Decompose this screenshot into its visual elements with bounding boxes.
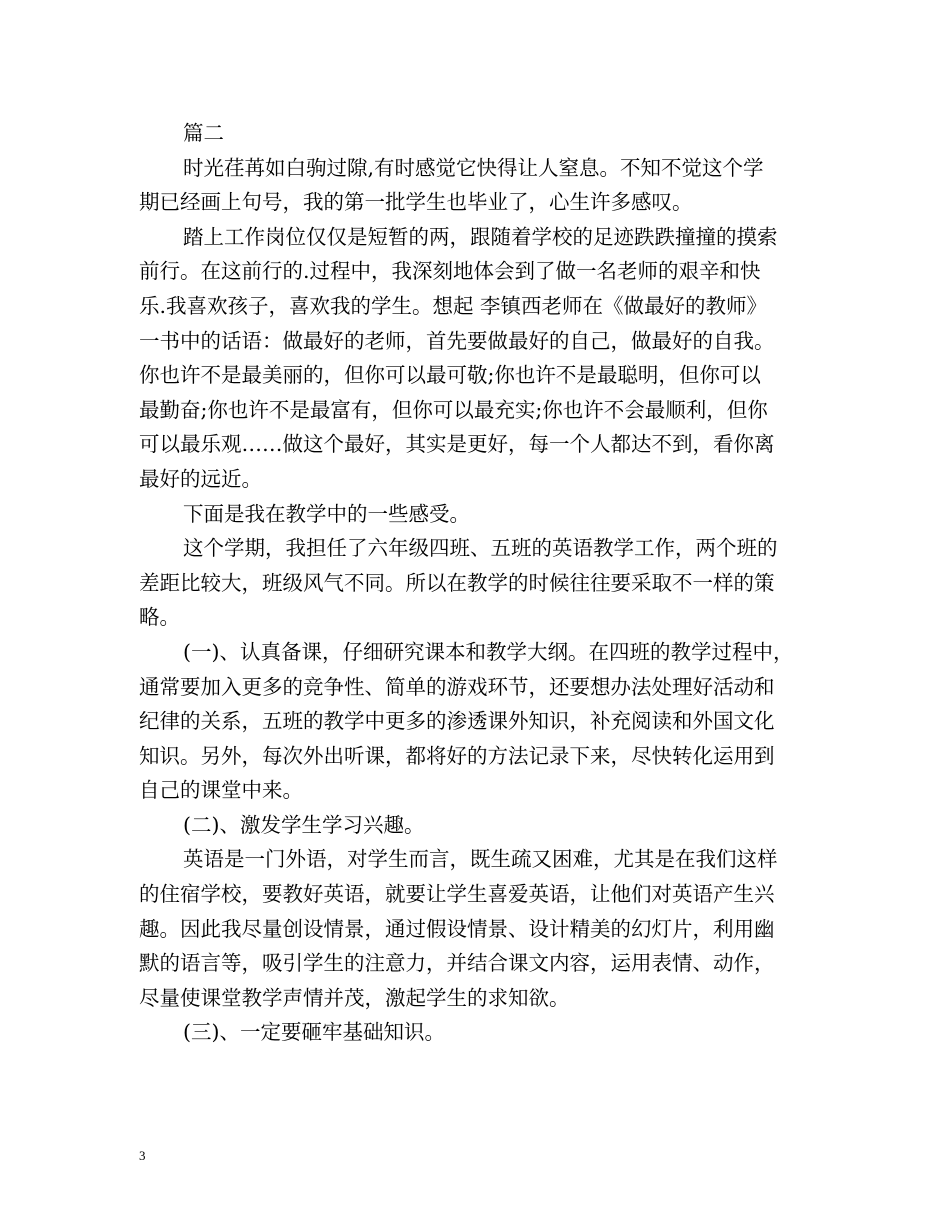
text-line: 前行。在这前行的.过程中，我深刻地体会到了做一名老师的艰辛和快 [139, 259, 761, 284]
text-line: 通常要加入更多的竞争性、简单的游戏环节，还要想办法处理好活动和 [139, 674, 775, 699]
section-heading [139, 116, 819, 151]
document-body [139, 116, 819, 1050]
text-line: 趣。因此我尽量创设情景，通过假设情景、设计精美的幻灯片，利用幽 [139, 916, 775, 941]
text-line: 的住宿学校，要教好英语，就要让学生喜爱英语，让他们对英语产生兴 [139, 882, 775, 907]
text-line: 一书中的话语：做最好的老师，首先要做最好的自己，做最好的自我。 [139, 328, 775, 353]
text-line: 期已经画上句号，我的第一批学生也毕业了，心生许多感叹。 [139, 190, 693, 215]
paragraph [139, 531, 819, 635]
paragraph [139, 151, 819, 220]
text-line: (一)、认真备课，仔细研究课本和教学大纲。在四班的教学过程中， [183, 639, 794, 664]
paragraph [139, 220, 819, 497]
text-line: 乐.我喜欢孩子，喜欢我的学生。想起 李镇西老师在《做最好的教师》 [139, 293, 768, 318]
text-line: 时光荏苒如白驹过隙,有时感觉它快得让人窒息。不知不觉这个学 [183, 155, 764, 180]
text-line: 下面是我在教学中的一些感受。 [183, 501, 470, 526]
text-line: 自己的课堂中来。 [139, 778, 303, 803]
paragraph [139, 842, 819, 1015]
text-line: 英语是一门外语，对学生而言，既生疏又困难，尤其是在我们这样 [183, 847, 778, 872]
text-line: 略。 [139, 605, 180, 630]
text-line: 踏上工作岗位仅仅是短暂的两，跟随着学校的足迹跌跌撞撞的摸索 [183, 224, 778, 249]
text-line: 知识。另外，每次外出听课，都将好的方法记录下来，尽快转化运用到 [139, 743, 775, 768]
text-line: (三)、一定要砸牢基础知识。 [183, 1020, 445, 1045]
text-line: 这个学期，我担任了六年级四班、五班的英语教学工作，两个班的 [183, 536, 778, 561]
text-line: 可以最乐观……做这个最好，其实是更好，每一个人都达不到，看你离 [139, 432, 775, 457]
paragraph [139, 1015, 819, 1050]
page-number: 3 [139, 1148, 146, 1163]
paragraph [139, 497, 819, 532]
text-line: 纪律的关系，五班的教学中更多的渗透课外知识，补充阅读和外国文化 [139, 709, 775, 734]
paragraph [139, 808, 819, 843]
text-line: 差距比较大，班级风气不同。所以在教学的时候往往要采取不一样的策 [139, 570, 775, 595]
text-line: 默的语言等，吸引学生的注意力，并结合课文内容，运用表情、动作， [139, 951, 775, 976]
text-line: 最勤奋;你也许不是最富有，但你可以最充实;你也许不会最顺利，但你 [139, 397, 768, 422]
text-line: 篇二 [183, 121, 224, 145]
text-line: (二)、激发学生学习兴趣。 [183, 812, 425, 837]
paragraph [139, 635, 819, 808]
text-line: 最好的远近。 [139, 466, 262, 491]
text-line: 你也许不是最美丽的，但你可以最可敬;你也许不是最聪明，但你可以 [139, 363, 761, 388]
text-line: 尽量使课堂教学声情并茂，激起学生的求知欲。 [139, 985, 570, 1010]
